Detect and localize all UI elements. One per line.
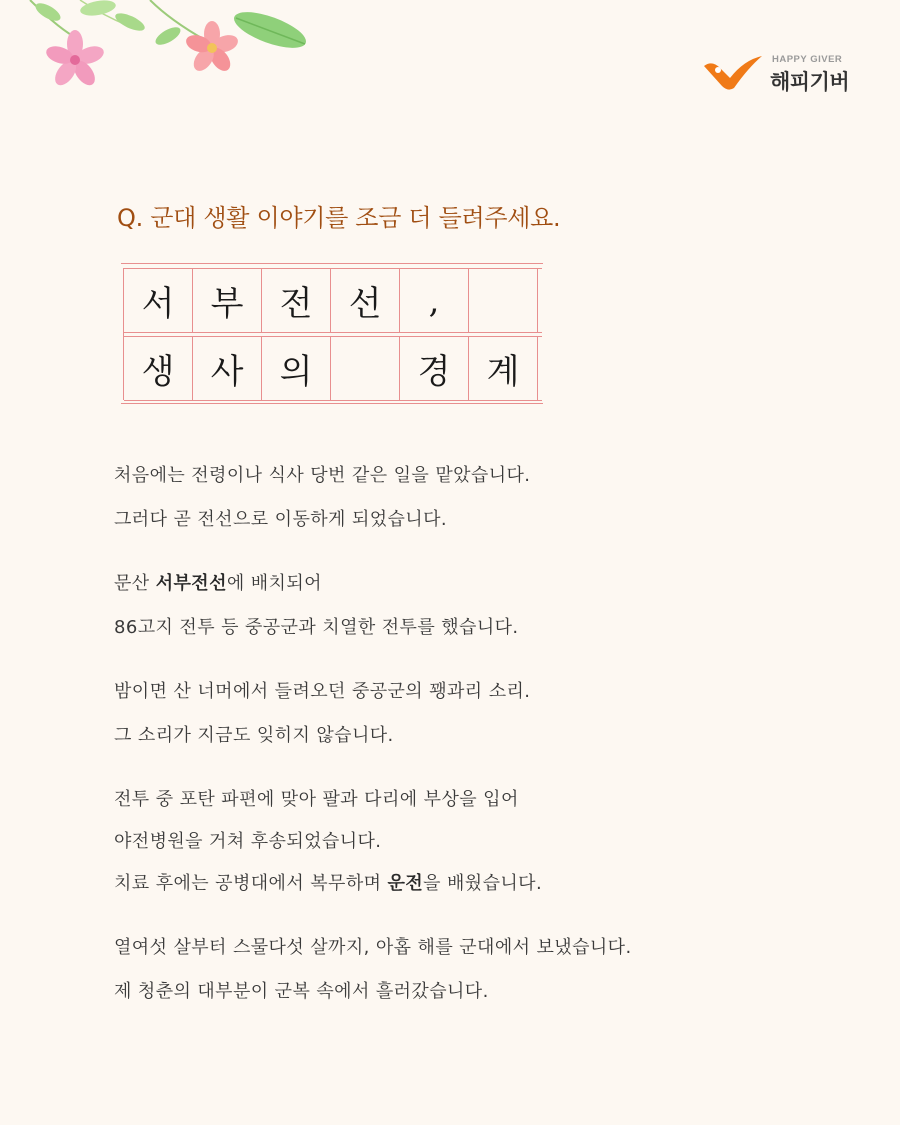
grid-cell: 계 [469, 337, 538, 400]
manuscript-grid [121, 263, 543, 405]
text-segment: 에 배치되어 [226, 573, 322, 594]
grid-row-2 [124, 336, 542, 401]
text-segment: 을 배웠습니다. [423, 873, 543, 894]
paragraph-2-line-2: 86고지 전투 등 중공군과 치열한 전투를 했습니다. [114, 617, 519, 638]
paragraph-4-line-2: 야전병원을 거쳐 후송되었습니다. [114, 831, 382, 852]
paragraph-5-line-2: 제 청춘의 대부분이 군복 속에서 흘러갔습니다. [114, 981, 489, 1002]
paragraph-3-line-1: 밤이면 산 너머에서 들려오던 중공군의 꽹과리 소리. [114, 681, 531, 702]
bold-text-segment: 서부전선 [155, 573, 227, 594]
grid-cell: 선 [331, 269, 400, 332]
paragraph-4-line-3 [114, 869, 542, 895]
grid-cell: , [400, 269, 469, 332]
paragraph-4-line-1: 전투 중 포탄 파편에 맞아 팔과 다리에 부상을 입어 [114, 789, 519, 810]
bold-text-segment: 운전 [387, 873, 424, 894]
happy-giver-logo [700, 50, 860, 94]
text-segment: 치료 후에는 공병대에서 복무하며 [114, 873, 388, 894]
checkmark-logo-icon [700, 52, 766, 92]
grid-row-1 [124, 268, 542, 333]
grid-cell: 전 [262, 269, 331, 332]
logo-korean-text: 해피기버 [770, 70, 850, 94]
grid-cell: 경 [400, 337, 469, 400]
grid-cell [469, 269, 538, 332]
paragraph-3-line-2: 그 소리가 지금도 잊히지 않습니다. [114, 725, 394, 746]
leaf-icon [33, 0, 63, 24]
paragraph-1-line-2: 그러다 곧 전선으로 이동하게 되었습니다. [114, 509, 448, 530]
grid-cell [331, 337, 400, 400]
grid-cell: 서 [124, 269, 193, 332]
grid-cell: 의 [262, 337, 331, 400]
grid-cell: 부 [193, 269, 262, 332]
flower-icon [44, 30, 106, 89]
flower-decoration [0, 0, 330, 110]
grid-cell: 사 [193, 337, 262, 400]
paragraph-5-line-1: 열여섯 살부터 스물다섯 살까지, 아홉 해를 군대에서 보냈습니다. [114, 937, 632, 958]
question-heading: Q. 군대 생활 이야기를 조금 더 들려주세요. [117, 204, 561, 232]
grid-cell: 생 [124, 337, 193, 400]
logo-english-text: HAPPY GIVER [772, 54, 843, 65]
paragraph-2-line-1 [114, 569, 322, 595]
text-segment: 문산 [114, 573, 156, 594]
paragraph-1-line-1: 처음에는 전령이나 식사 당번 같은 일을 맡았습니다. [114, 465, 531, 486]
